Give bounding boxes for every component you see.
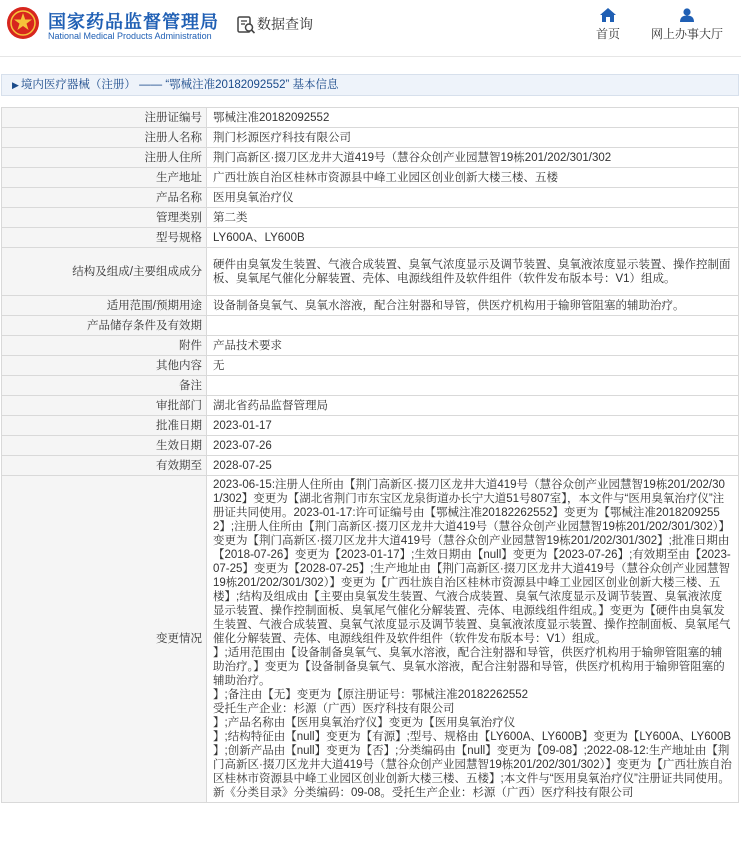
field-label: 备注 — [2, 376, 207, 396]
table-row — [2, 396, 739, 416]
field-value: 2023-01-17 — [207, 416, 739, 436]
nmpa-emblem-icon[interactable] — [6, 6, 40, 40]
triangle-right-icon: ▶ — [12, 80, 19, 90]
field-label: 注册人住所 — [2, 148, 207, 168]
table-row — [2, 148, 739, 168]
field-label: 结构及组成/主要组成成分 — [2, 248, 207, 296]
data-query-link[interactable]: 数据查询 — [257, 16, 313, 32]
field-value: 广西壮族自治区桂林市资源县中峰工业园区创业创新大楼三楼、五楼 — [207, 168, 739, 188]
breadcrumb-record: “鄂械注准20182092552” — [165, 79, 290, 91]
field-label: 生产地址 — [2, 168, 207, 188]
table-row — [2, 188, 739, 208]
change-history-value: 2023-06-15:注册人住所由【荆门高新区·掇刀区龙井大道419号（慧谷众创产业园慧智19栋201/202/301/302】变更为【湖北省荆门市东宝区龙泉街道办长宁大道51号807室】，本文件与“医用臭氧治疗仪”注册证共同使用。2023-01-17:许可证编号由【鄂械注准20182262552】变更为【鄂械注准20182092552】;注册人住所由【荆门高新区·掇刀区龙井大道419号（慧谷众创产业园慧智19栋201/202/301/302）】变更为【荆门高新区·掇刀区龙井大道419号（慧谷众创产业园慧智19栋201/202/301/302】;批准日期由【2018-07-26】变更为【2023-01-17】;生效日期由【null】变更为【2023-07-26】;有效期至由【2023-07-25】变更为【2028-07-25】;生产地址由【荆门高新区·掇刀区龙井大道419号（慧谷众创产业园慧智19栋201/202/301/302）】变更为【广西壮族自治区桂林市资源县中峰工业园区创业创新大楼三楼、五楼】;结构及组成由【主要由臭氧发生装置、气液合成装置、臭氧气浓度显示及调节装置、臭氧液浓度显示装置、操作控制面板、臭氧尾气催化分解装置、壳体、电源线组件组成。】变更为【硬件由臭氧发生装置、气液合成装置、臭氧气浓度显示及调节装置、臭氧液浓度显示装置、操作控制面板、臭氧尾气催化分解装置、壳体、电源线组件及软件组件（软件发布版本号：V1）组成。 】;适用范围由【设备制备臭氧气、臭氧水溶液，配合注射器和导管，供医疗机构用于输卵管阻塞的辅助治疗。】变更为【设备制备臭氧气、臭氧水溶液，配合注射器和导管，供医疗机构用于输卵管阻塞的辅助治疗。 】;备注由【无】变更为【原注册证号：鄂械注准20182262552 受托生产企业：杉源（广西）医疗科技有限公司 】;产品名称由【医用臭氧治疗仪】变更为【医用臭氧治疗仪 】;结构特征由【null】变更为【有源】;型号、规格由【LY600A、LY600B】变更为【LY600A、LY600B 】;创新产品由【null】变更为【否】;分类编码由【null】变更为【09-08】;2022-08-12:生产地址由【荆门高新区·掇刀区龙井大道419号（慧谷众创产业园慧智19栋201/202/301/302）】变更为【广西壮族自治区桂林市资源县中峰工业园区创业创新大楼三楼、五楼】;本文件与“医用臭氧治疗仪”注册证共同使用。新《分类目录》分类编码：09-08。受托生产企业：杉源（广西）医疗科技有限公司 — [207, 476, 739, 803]
field-value: 硬件由臭氧发生装置、气液合成装置、臭氧气浓度显示及调节装置、臭氧液浓度显示装置、操作控制面板、臭氧尾气催化分解装置、壳体、电源线组件及软件组件（软件发布版本号：V1）组成。 — [207, 248, 739, 296]
field-value: 鄂械注准20182092552 — [207, 108, 739, 128]
table-row — [2, 436, 739, 456]
field-label: 管理类别 — [2, 208, 207, 228]
field-label: 附件 — [2, 336, 207, 356]
site-title-en: National Medical Products Administration — [48, 31, 212, 41]
field-label: 批准日期 — [2, 416, 207, 436]
table-row — [2, 316, 739, 336]
site-title[interactable]: 国家药品监督管理局 — [48, 12, 219, 32]
field-value: 产品技术要求 — [207, 336, 739, 356]
field-label: 其他内容 — [2, 356, 207, 376]
field-value — [207, 376, 739, 396]
nav-online-hall-label: 网上办事大厅 — [651, 27, 724, 41]
table-row — [2, 336, 739, 356]
table-row — [2, 356, 739, 376]
field-value: 湖北省药品监督管理局 — [207, 396, 739, 416]
nav-home[interactable] — [596, 8, 620, 42]
table-row — [2, 416, 739, 436]
field-label: 型号规格 — [2, 228, 207, 248]
field-label: 变更情况 — [2, 476, 207, 803]
field-label: 产品储存条件及有效期 — [2, 316, 207, 336]
field-value — [207, 316, 739, 336]
field-label: 注册人名称 — [2, 128, 207, 148]
data-query-icon[interactable] — [236, 15, 256, 35]
field-value: 荆门杉源医疗科技有限公司 — [207, 128, 739, 148]
field-value: 荆门高新区·掇刀区龙井大道419号（慧谷众创产业园慧智19栋201/202/301/302 — [207, 148, 739, 168]
breadcrumb-separator: —— — [139, 79, 163, 91]
table-row — [2, 168, 739, 188]
field-value: 医用臭氧治疗仪 — [207, 188, 739, 208]
user-icon — [679, 8, 695, 22]
nav-home-label: 首页 — [596, 27, 621, 41]
field-value: 无 — [207, 356, 739, 376]
table-row — [2, 376, 739, 396]
field-label: 生效日期 — [2, 436, 207, 456]
field-value: LY600A、LY600B — [207, 228, 739, 248]
field-label: 适用范围/预期用途 — [2, 296, 207, 316]
breadcrumb-section[interactable]: 境内医疗器械（注册） — [20, 79, 136, 91]
header-divider — [0, 56, 741, 57]
table-row — [2, 108, 739, 128]
table-row — [2, 476, 739, 803]
nav-online-hall[interactable] — [651, 8, 723, 42]
site-header — [0, 0, 741, 56]
field-label: 产品名称 — [2, 188, 207, 208]
field-value: 2028-07-25 — [207, 456, 739, 476]
table-row — [2, 208, 739, 228]
field-value: 设备制备臭氧气、臭氧水溶液，配合注射器和导管，供医疗机构用于输卵管阻塞的辅助治疗。 — [207, 296, 739, 316]
field-label: 有效期至 — [2, 456, 207, 476]
detail-table — [1, 107, 739, 803]
home-icon — [600, 8, 616, 22]
field-value: 第二类 — [207, 208, 739, 228]
table-row — [2, 456, 739, 476]
table-row — [2, 248, 739, 296]
table-row — [2, 228, 739, 248]
breadcrumb-suffix: 基本信息 — [292, 79, 339, 91]
field-label: 注册证编号 — [2, 108, 207, 128]
table-row — [2, 296, 739, 316]
breadcrumb — [1, 74, 739, 96]
field-value: 2023-07-26 — [207, 436, 739, 456]
field-label: 审批部门 — [2, 396, 207, 416]
table-row — [2, 128, 739, 148]
